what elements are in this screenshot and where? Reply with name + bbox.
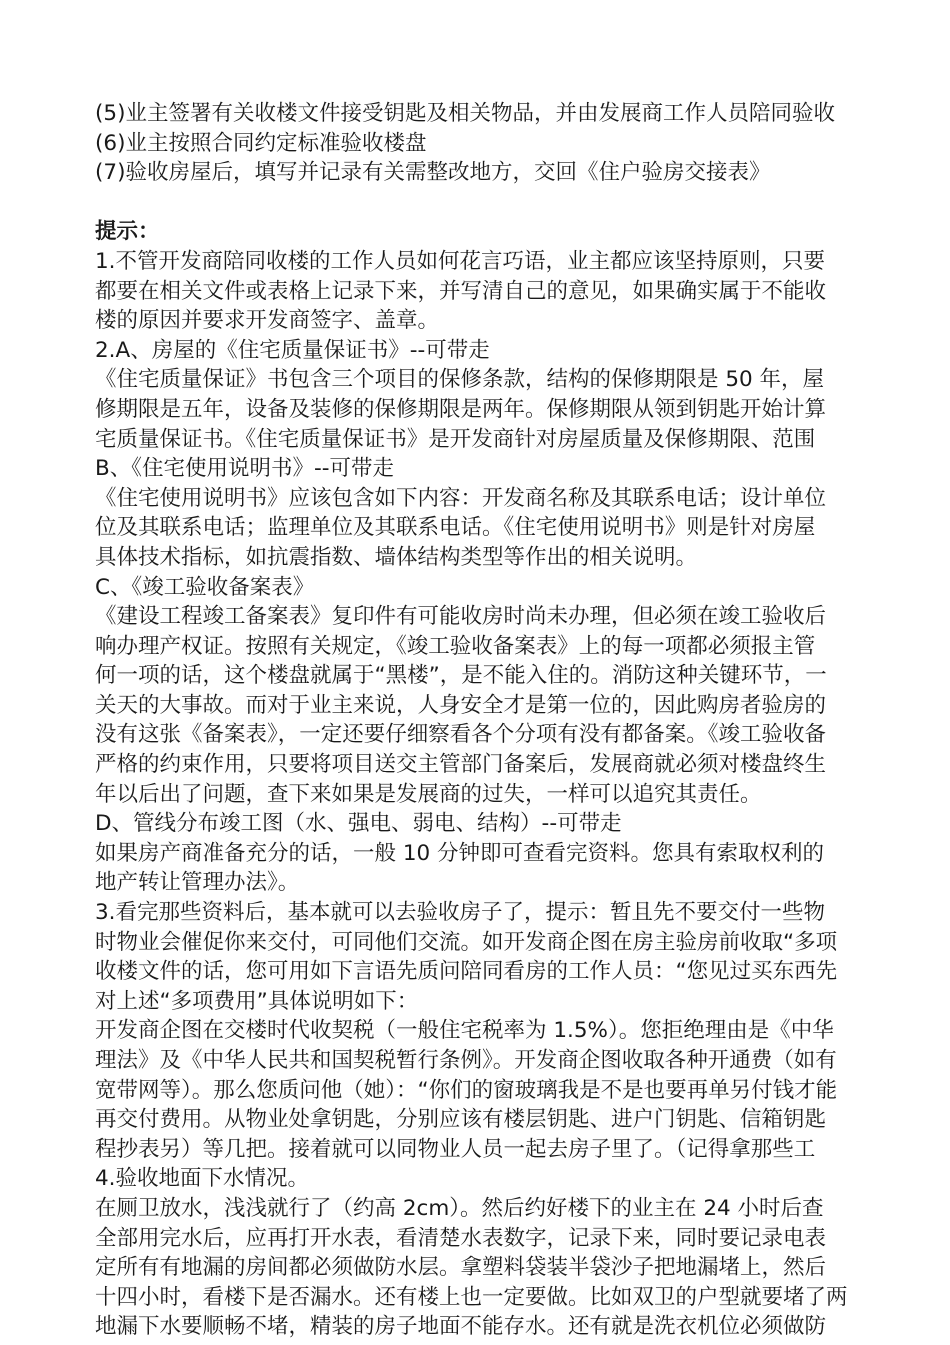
text-line: 地漏下水要顺畅不堵，精装的房子地面不能存水。还有就是洗衣机位必须做防 (95, 1314, 827, 1340)
text-line: D、管线分布竣工图（水、强电、弱电、结构）--可带走 (95, 811, 622, 837)
text-line: 何一项的话，这个楼盘就属于“黑楼”，是不能入住的。消防这种关键环节，一 (95, 663, 827, 689)
text-line: 《建设工程竣工备案表》复印件有可能收房时尚未办理，但必须在竣工验收后 (95, 604, 827, 630)
text-line: C、《竣工验收备案表》 (95, 574, 315, 600)
text-line: 年以后出了问题，查下来如果是发展商的过失，一样可以追究其责任。 (95, 781, 762, 807)
text-line: 响办理产权证。按照有关规定，《竣工验收备案表》上的每一项都必须报主管 (95, 633, 816, 659)
text-line: (5)业主签署有关收楼文件接受钥匙及相关物品，并由发展商工作人员陪同验收 (95, 101, 835, 126)
text-line: 宅质量保证书。《住宅质量保证书》是开发商针对房屋质量及保修期限、范围 (95, 426, 816, 452)
text-line: 在厕卫放水，浅浅就行了（约高 2cm）。然后约好楼下的业主在 24 小时后查 (95, 1195, 824, 1221)
text-line: 没有这张《备案表》，一定还要仔细察看各个分项有没有都备案。《竣工验收备 (95, 722, 827, 748)
text-line: 关天的大事故。而对于业主来说，人身安全才是第一位的，因此购房者验房的 (95, 692, 827, 718)
text-line: 理法》及《中华人民共和国契税暂行条例》。开发商企图收取各种开通费（如有 (95, 1048, 837, 1073)
blank-line (95, 188, 950, 218)
document-body (95, 99, 950, 1342)
text-line: 《住宅质量保证》书包含三个项目的保修条款，结构的保修期限是 50 年，屋 (95, 367, 825, 393)
text-line: (6)业主按照合同约定标准验收楼盘 (95, 130, 427, 156)
text-line: 十四小时，看楼下是否漏水。还有楼上也一定要做。比如双卫的户型就要堵了两 (95, 1284, 848, 1310)
text-line: 再交付费用。从物业处拿钥匙，分别应该有楼层钥匙、进户门钥匙、信箱钥匙 (95, 1107, 827, 1133)
text-line: 收楼文件的话，您可用如下言语先质问陪同看房的工作人员：“您见过买东西先 (95, 959, 838, 985)
text-line: 3.看完那些资料后，基本就可以去验收房子了，提示：暂且先不要交付一些物 (95, 900, 826, 926)
text-line: 定所有有地漏的房间都必须做防水层。拿塑料袋装半袋沙子把地漏堵上，然后 (95, 1255, 827, 1281)
text-line: 宽带网等）。那么您质问他（她）：“你们的窗玻璃我是不是也要再单另付钱才能 (95, 1077, 838, 1103)
text-line: 地产转让管理办法》。 (95, 870, 300, 896)
text-line: 对上述“多项费用”具体说明如下： (95, 988, 419, 1014)
text-line: 修期限是五年，设备及装修的保修期限是两年。保修期限从领到钥匙开始计算 (95, 396, 827, 422)
text-line: 具体技术指标，如抗震指数、墙体结构类型等作出的相关说明。 (95, 544, 698, 570)
section-heading: 提示： (95, 219, 160, 245)
text-line: 1.不管开发商陪同收楼的工作人员如何花言巧语，业主都应该坚持原则，只要 (95, 248, 826, 274)
text-line: 如果房产商准备充分的话，一般 10 分钟即可查看完资料。您具有索取权利的 (95, 840, 825, 866)
text-line: 位及其联系电话；监理单位及其联系电话。《住宅使用说明书》则是针对房屋 (95, 515, 816, 541)
text-line: 开发商企图在交楼时代收契税（一般住宅税率为 1.5%）。您拒绝理由是《中华 (95, 1018, 834, 1044)
text-line: 全部用完水后，应再打开水表，看清楚水表数字，记录下来，同时要记录电表 (95, 1225, 827, 1251)
text-line: 楼的原因并要求开发商签字、盖章。 (95, 308, 440, 334)
text-line: 2.A、房屋的《住宅质量保证书》--可带走 (95, 337, 490, 363)
text-line: 程抄表另）等几把。接着就可以同物业人员一起去房子里了。（记得拿那些工 (95, 1136, 816, 1162)
text-line: 4.验收地面下水情况。 (95, 1166, 310, 1192)
text-line: 时物业会催促你来交付，可同他们交流。如开发商企图在房主验房前收取“多项 (95, 929, 838, 955)
text-line: 严格的约束作用，只要将项目送交主管部门备案后，发展商就必须对楼盘终生 (95, 752, 827, 778)
text-line: 《住宅使用说明书》应该包含如下内容：开发商名称及其联系电话；设计单位 (95, 485, 827, 511)
text-line: 都要在相关文件或表格上记录下来，并写清自己的意见，如果确实属于不能收 (95, 278, 827, 304)
text-line: B、《住宅使用说明书》--可带走 (95, 456, 395, 482)
text-line: (7)验收房屋后，填写并记录有关需整改地方，交回《住户验房交接表》 (95, 160, 771, 186)
